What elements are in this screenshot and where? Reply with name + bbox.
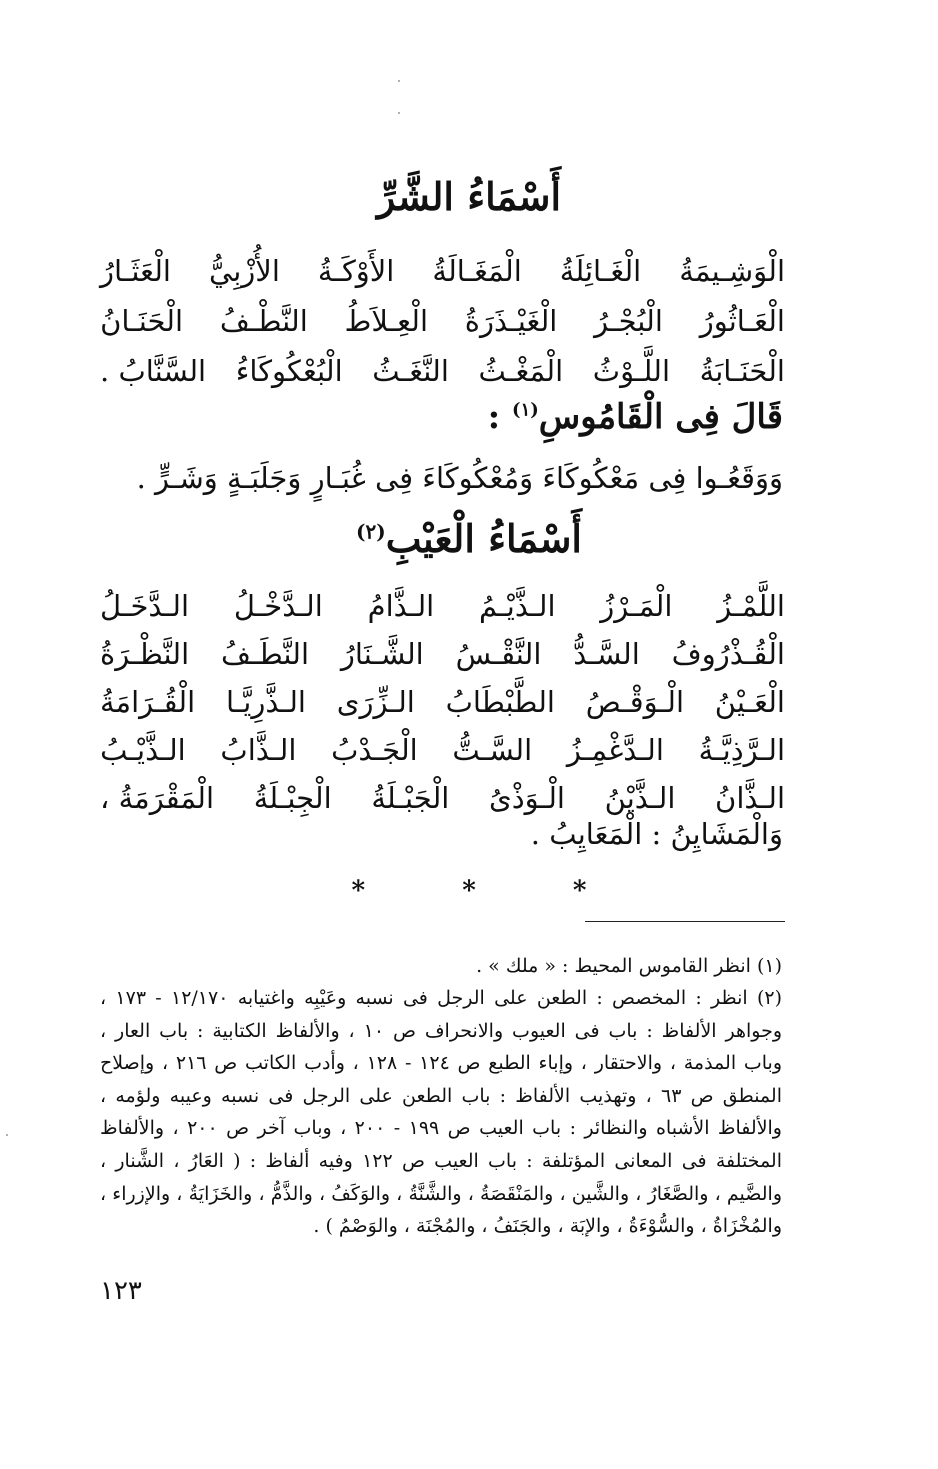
qamus-quote-line	[136, 461, 783, 495]
word: الْعِـلاَطُ	[344, 303, 429, 338]
word: الْبُعْكُوكَاءُ	[235, 353, 343, 388]
word: الـدَّغْمِـزُ	[566, 732, 664, 767]
word: الْبُجْـرُ	[594, 303, 663, 338]
word: الطَّبْطَابُ	[445, 684, 555, 719]
word: الْمَغْـثُ	[478, 353, 564, 388]
word: الأَوْكَـةُ	[317, 253, 395, 288]
faults-words-grid	[100, 582, 785, 822]
word: السَّنَّابُ .	[100, 353, 207, 388]
section-title-evil	[0, 174, 938, 219]
word: الـذَّيْنُ	[604, 780, 676, 815]
scan-speck	[398, 112, 400, 114]
word: الْمَـرْزُ	[600, 588, 673, 623]
footnote-1-text: (١) انظر القاموس المحيط : « ملك » .	[476, 955, 782, 977]
scan-speck	[398, 80, 400, 82]
word-row	[100, 630, 785, 678]
scan-speck	[6, 1134, 8, 1136]
word: الْقُـذْرُوفُ	[671, 636, 785, 671]
word: الْـوَذْىُ	[489, 780, 565, 815]
stars-text: * * *	[351, 876, 631, 906]
word: الْجَـدْبُ	[331, 732, 418, 767]
word: الـدَّخْـلُ	[233, 588, 323, 623]
footnote-divider	[585, 921, 785, 922]
word-row	[100, 678, 785, 726]
word-row	[100, 726, 785, 774]
section-title-text: أَسْمَاءُ الشَّرِّ	[376, 174, 562, 219]
word: النَّطْـفُ	[219, 303, 308, 338]
word: الْعَـيْنُ	[714, 684, 785, 719]
word: الْحَنَـانُ	[100, 303, 184, 338]
footnote-ref-2: (٢)	[356, 519, 386, 544]
footnote-2-text: (٢) انظر : المخصص : الطعن على الرجل فى نسبه وعَيْبِه واغتيابه ١٢/١٧٠ - ١٧٣ ، وجواهر الألفاظ : باب فى العيوب والانحراف ص ١٠ ، والألفاظ الكتابية : باب العار ، وباب المذمة ، والاحتقار ، وإباء الطبع ص ١٢٤ - ١٢٨ ، وأدب الكاتب ص ٢١٦ ، وإصلاح المنطق ص ٦٣ ، وتهذيب الألفاظ : باب الطعن على الرجل فى نسبه وعيبه ولؤمه ، والألفاظ الأشباه والنظائر : باب العيب ص ١٩٩ - ٢٠٠ ، وباب آخر ص ٢٠٠ ، والألفاظ المختلفة فى المعانى المؤتلفة : باب العيب ص ١٢٢ وفيه ألفاظ : ( العَارُ ، الشَّنار ، والضَّيم ، والصَّغَارُ ، والشَّين ، والمَنْقَصَةُ ، والشَّنَّةُ ، والوَكَفُ ، والذَّمُّ ، والخَزَايَةُ ، والإزراء ، والمُخْزَاةُ ، والسُّوْءَةُ ، والإبَة ، والجَنَفُ ، والمُجْنَة ، والوَصْمُ ) .	[100, 987, 783, 1238]
word: اللَّمْـزُ	[717, 588, 785, 623]
word: الـذَّانُ	[715, 780, 785, 815]
word: السَّـدُّ	[573, 636, 640, 671]
word: الْوَشِـيمَةُ	[679, 253, 785, 288]
qamus-heading-text: قَالَ فِى الْقَامُوسِ	[538, 397, 783, 437]
word: الْمَغَـالَةُ	[432, 253, 522, 288]
word: النَّغَـثُ	[372, 353, 449, 388]
qamus-heading	[487, 397, 783, 437]
word: الـذَّابُ	[220, 732, 297, 767]
footnote-1	[100, 950, 782, 983]
section-title-faults	[0, 516, 938, 561]
word: الْمَقْرَمَةُ ،	[100, 780, 215, 815]
section-title-text: أَسْمَاءُ الْعَيْبِ	[385, 516, 582, 561]
qamus-colon: :	[487, 397, 501, 437]
word: الْغَيْـذَرَةُ	[464, 303, 558, 338]
evil-words-grid	[100, 246, 785, 396]
word: الـزِّرَى	[336, 684, 415, 719]
word: الـذَّيْـبُ	[100, 732, 186, 767]
word: الْحَنَـابَةُ	[699, 353, 785, 388]
word: الـذَّامُ	[367, 588, 435, 623]
word: السَّـتُّ	[452, 732, 533, 767]
page-number	[100, 1278, 142, 1304]
footnote-2	[100, 982, 782, 1243]
page-number-text: ١٢٣	[100, 1276, 142, 1306]
word-row	[100, 774, 785, 822]
section-separator-stars	[0, 876, 938, 906]
word-row	[100, 582, 785, 630]
word: الْجِبْـلَةُ	[253, 780, 332, 815]
word: الْقُـرَامَةُ	[100, 684, 196, 719]
word-row	[100, 346, 785, 396]
word: اللَّـوْثُ	[592, 353, 671, 388]
word-row	[100, 246, 785, 296]
word: الـدَّخَـلُ	[100, 588, 190, 623]
word: الْغَـائِلَةُ	[559, 253, 642, 288]
footnote-ref-1: (١)	[512, 399, 539, 421]
word: الـذَّيْـمُ	[479, 588, 556, 623]
word: النَّقْـسُ	[455, 636, 542, 671]
faults-last-line	[530, 817, 783, 851]
word: الْعَثَـارُ	[100, 253, 171, 288]
word: الْعَـاثُورُ	[699, 303, 785, 338]
qamus-quote-text: وَوَقَعُـوا فِى مَعْكُوكَاءَ وَمُعْكُوكَاءَ فِى غُبَـارٍ وَجَلَبَـةٍ وَشَـرٍّ .	[136, 461, 783, 495]
word: الـرَّذِيَّـةُ	[698, 732, 785, 767]
word: الأُزْبِيُّ	[209, 253, 280, 288]
word: النَّطَـفُ	[221, 636, 309, 671]
word: الـذَّرِيَّـا	[225, 684, 306, 719]
word: الشَّـنَارُ	[340, 636, 424, 671]
word: الْجَبْـلَةُ	[371, 780, 450, 815]
word: النَّظْـرَةُ	[100, 636, 190, 671]
word-row	[100, 296, 785, 346]
word: الْـوَقْـصُ	[585, 684, 685, 719]
faults-last-line-text: وَالْمَشَايِنُ : الْمَعَايِبُ .	[530, 817, 783, 851]
